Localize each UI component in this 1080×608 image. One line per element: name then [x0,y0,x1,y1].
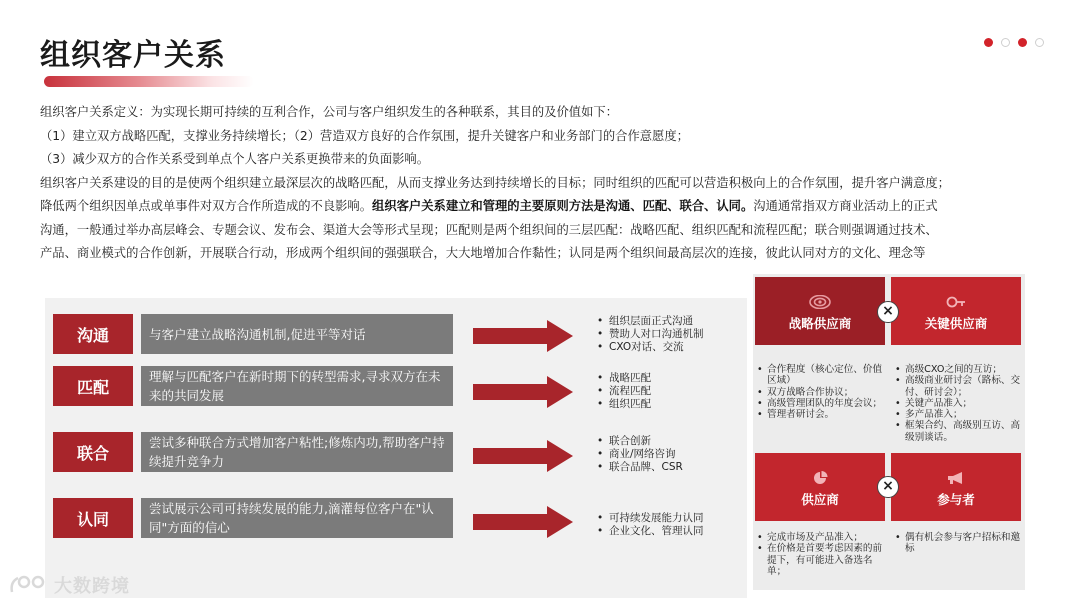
card-strategic-supplier [755,277,885,345]
card-supplier [755,453,885,521]
arrow-right-icon [473,506,573,538]
pager-dot-3[interactable] [1018,38,1027,47]
list-item: • 偶有机会参与客户招标和邀标 [895,532,1021,555]
principle-row-communication [53,314,463,354]
principle-desc [141,314,453,354]
principle-tag: 认同 [53,498,133,538]
principle-desc [141,498,453,538]
pager-dot-2[interactable] [1001,38,1010,47]
principle-desc [141,366,453,406]
pie-chart-icon [809,471,831,485]
list-item: • 企业文化、管理认同 [597,525,704,538]
list-item: • 高级商业研讨会（路标、交付、研讨会）； [895,375,1021,398]
card-label: 战略供应商 [788,316,852,331]
card-label: 参与者 [937,492,975,507]
intro-line: 产品、商业模式的合作创新，开展联合行动，形成两个组织间的强强联合，大大地增加合作黏性；认同是两个组织间最高层次的连接，彼此认同对方的文化、理念等 [40,246,926,260]
principle-desc-text: 理解与匹配客户在新时期下的转型需求,寻求双方在未来的共同发展 [149,369,441,403]
intro-key-principle: 组织客户关系建立和管理的主要原则方法是沟通、匹配、联合、认同。 [372,199,754,213]
list-item: • 高级CXO之间的互访； [895,364,1021,375]
intro-line: 组织客户关系定义：为实现长期可持续的互利合作，公司与客户组织发生的各种联系，其目的及价值如下： [40,105,618,119]
list-item: • 双方战略合作协议； [757,387,885,398]
list-item: • 商业/网络咨询 [597,448,683,461]
cross-icon: × [877,301,899,323]
principle-desc [141,432,453,472]
principle-row-matching [53,366,463,406]
intro-line: （3）减少双方的合作关系受到单点个人客户关系更换带来的负面影响。 [40,152,430,166]
list-item: • 战略匹配 [597,372,651,385]
principle-row-alliance [53,432,463,472]
megaphone-icon [945,471,967,485]
principle-row-recognition [53,498,463,538]
principle-desc-text: 与客户建立战略沟通机制,促进平等对话 [149,326,366,342]
card-label: 供应商 [801,492,839,507]
list-item: • 多产品准入； [895,409,1021,420]
pager-dot-4[interactable] [1035,38,1044,47]
intro-text-span: 沟通通常指双方商业活动上的正式 [753,199,938,213]
principles-panel [45,298,747,598]
list-item: • 流程匹配 [597,385,651,398]
principle-desc-text: 尝试展示公司可持续发展的能力,滴灌每位客户在"认同"方面的信心 [149,501,434,535]
list-item: • 赞助人对口沟通机制 [597,328,704,341]
brand-logo-icon [8,574,50,596]
key-icon [945,295,967,309]
principle-tag: 沟通 [53,314,133,354]
title-underline [44,76,254,87]
intro-text-span: 降低两个组织因单点或单事件对双方合作所造成的不良影响。 [40,199,373,213]
arrow-right-icon [473,320,573,352]
card-participant [891,453,1021,521]
watermark-text: 大数跨境 [54,576,130,597]
list-item: • 组织层面正式沟通 [597,315,704,328]
strategic-supplier-bullets [757,364,885,420]
list-item: • 框架合约、高级别互访、高级别谈话。 [895,420,1021,443]
list-item: • 关键产品准入； [895,398,1021,409]
key-supplier-bullets [895,364,1021,443]
list-item: • 可持续发展能力认同 [597,512,704,525]
card-key-supplier [891,277,1021,345]
list-item: • 组织匹配 [597,398,651,411]
page-title: 组织客户关系 [40,38,226,73]
list-item: • 完成市场及产品准入； [757,532,885,543]
supplier-matrix-panel [753,274,1025,590]
pager-dot-1[interactable] [984,38,993,47]
supplier-bullets [757,532,885,577]
intro-text [40,101,1044,266]
list-item: • 合作程度（核心定位、价值区域） [757,364,885,387]
cross-icon: × [877,476,899,498]
card-label: 关键供应商 [924,316,988,331]
principle-bullets [597,372,651,411]
watermark-logo [8,572,130,598]
arrow-right-icon [473,440,573,472]
intro-line: 组织客户关系建设的目的是使两个组织建立最深层次的战略匹配，从而支撑业务达到持续增长的目标；同时组织的匹配可以营造积极向上的合作氛围，提升客户满意度； [40,175,950,190]
principle-tag: 联合 [53,432,133,472]
principle-desc-text: 尝试多种联合方式增加客户粘性;修炼内功,帮助客户持续提升竞争力 [149,435,445,469]
intro-line [40,195,1044,219]
list-item: • 管理者研讨会。 [757,409,885,420]
intro-line: （1）建立双方战略匹配，支撑业务持续增长；（2）营造双方良好的合作氛围，提升关键客户和业务部门的合作意愿度； [40,128,689,143]
intro-line: 沟通，一般通过举办高层峰会、专题会议、发布会、渠道大会等形式呈现；匹配则是两个组织间的三层匹配：战略匹配、组织匹配和流程匹配；联合则强调通过技术、 [40,222,938,237]
principle-bullets [597,512,704,538]
principle-bullets [597,315,704,354]
list-item: • 联合创新 [597,435,683,448]
list-item: • 在价格是首要考虑因素的前提下，有可能进入备选名单； [757,543,885,577]
list-item: • 高级管理团队的年度会议； [757,398,885,409]
participant-bullets [895,532,1021,555]
pager-dots [984,38,1044,47]
principle-tag: 匹配 [53,366,133,406]
target-icon [809,295,831,309]
list-item: • CXO对话、交流 [597,341,704,354]
arrow-right-icon [473,376,573,408]
principle-bullets [597,435,683,474]
list-item: • 联合品牌、CSR [597,461,683,474]
